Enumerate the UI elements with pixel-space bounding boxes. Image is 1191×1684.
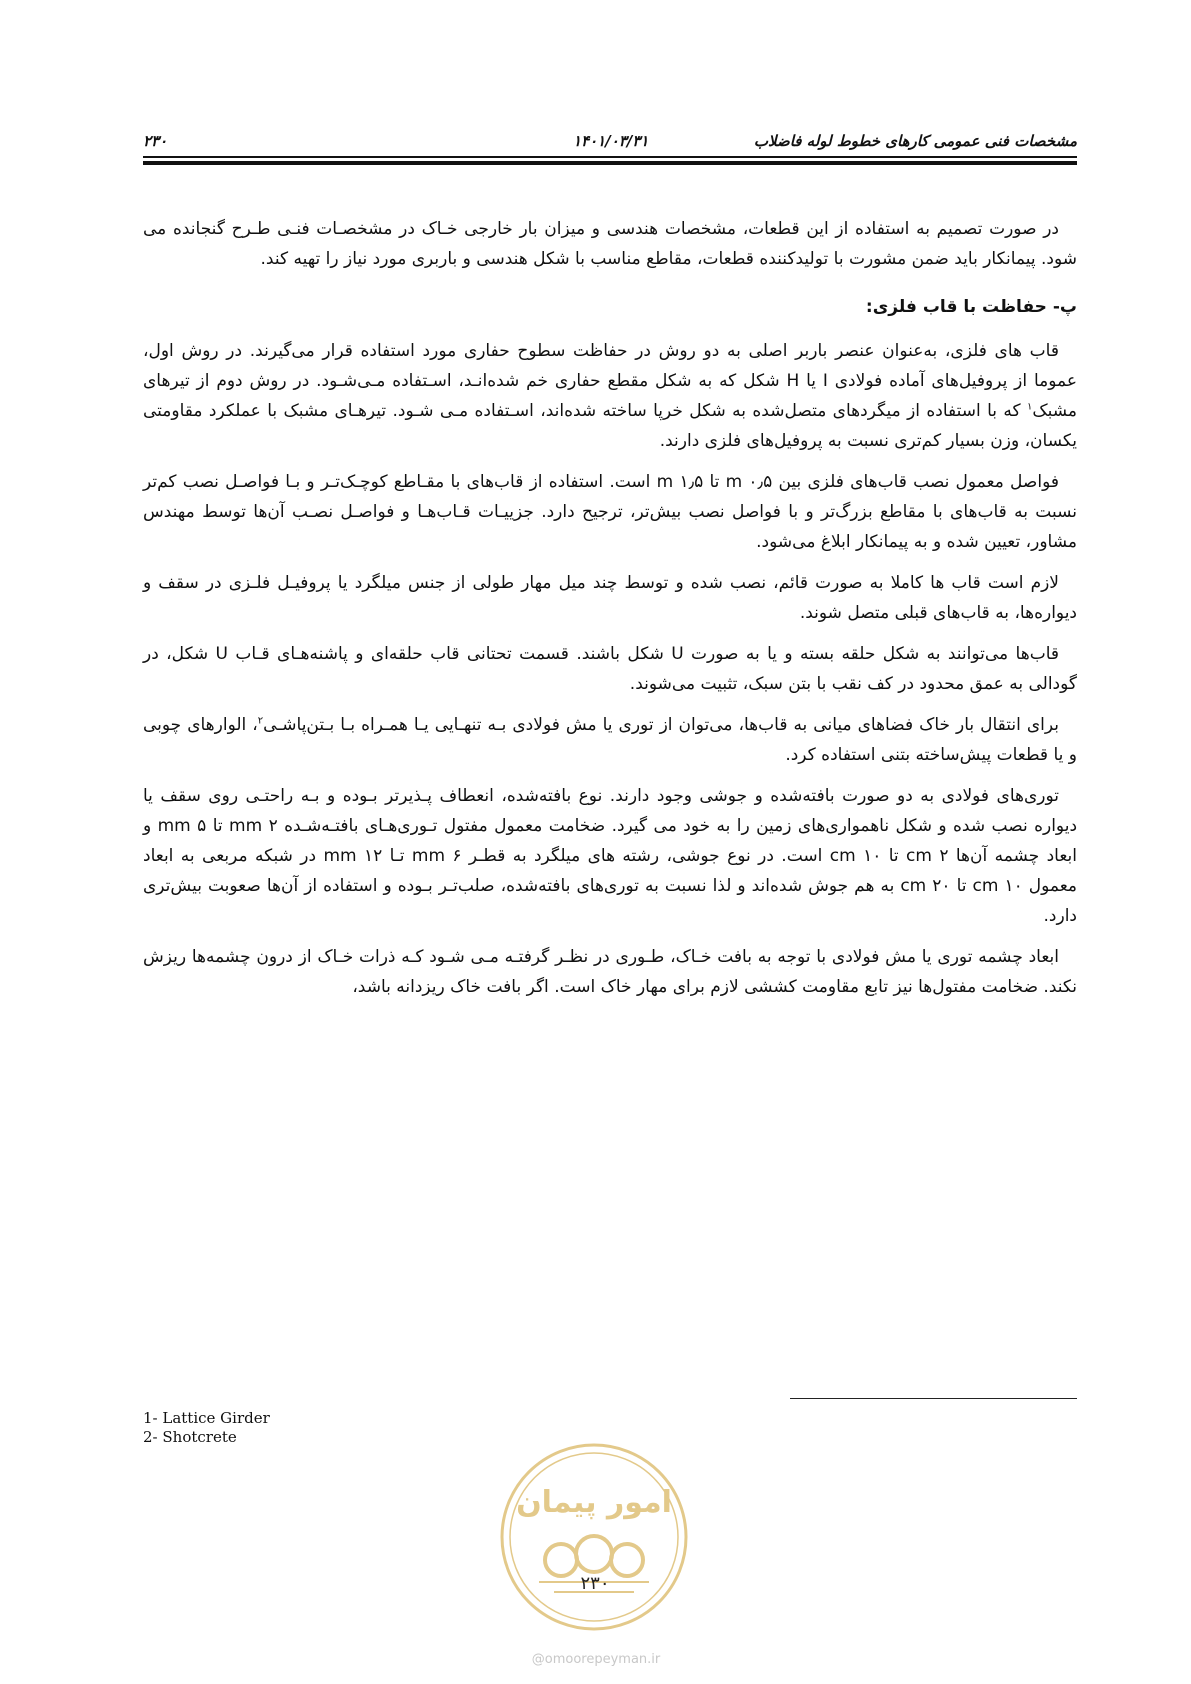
paragraph-1-text: قاب های فلزی، به‌عنوان عنصر باربر اصلی به دو روش در حفاظت سطوح حفاری مورد استفاده قرار می‌گیرند. در روش اول، عموما از پروفیل‌های آماده فولادی I یا H شکل که به شکل مقطع حفاری خم شده‌انـد، اسـتفاده مـی‌شـود. در روش دوم از تیرهای مشبک (143, 341, 1077, 421)
header-rule-thin (143, 156, 1077, 158)
footnote-separator (790, 1398, 1077, 1399)
paragraph-4: قاب‌ها می‌توانند به شکل حلقه بسته و یا به صورت U شکل باشند. قسمت تحتانی قاب حلقه‌ای و پاشنه‌هـای قـاب U شکل، در گودالی به عمق محدود در کف نقب با بتن سبک، تثبیت می‌شوند. (143, 644, 1077, 694)
paragraph-1-rest: که با استفاده از میگردهای متصل‌شده به شکل خرپا ساخته شده‌اند، اسـتفاده مـی شـود. تیرهـای مشبک با عملکرد مقاومتی یکسان، وزن بسیار کم‌تری نسبت به پروفیل‌های فلزی دارند. (143, 401, 1077, 451)
footnote-1: 1- Lattice Girder (143, 1409, 270, 1427)
header-title: مشخصات فنی عمومی کارهای خطوط لوله فاضلاب (753, 132, 1077, 150)
paragraph-5-rest: ، الوارهای چوبی و یا قطعات پیش‌ساخته بتنی استفاده کرد. (143, 715, 1077, 765)
page-header (143, 126, 1077, 150)
header-date: ۱۴۰۱/۰۳/۳۱ (573, 132, 649, 150)
watermark-seal-logo (499, 1442, 689, 1632)
footnotes (143, 1409, 270, 1447)
header-rule-thick (143, 161, 1077, 165)
watermark-url: @omoorepeyman.ir (531, 1652, 661, 1667)
paragraph-3: لازم است قاب ها کاملا به صورت قائم، نصب شده و توسط چند میل مهار طولی از جنس میلگرد یا پروفیـل فلـزی در سقف و دیواره‌ها، به قاب‌های قبلی متصل شوند. (143, 573, 1077, 623)
paragraph-5-text: برای انتقال بار خاک فضاهای میانی به قاب‌ها، می‌توان از توری یا مش فولادی بـه تنهـایی یـا همـراه بـا بـتن‌پاشـی (263, 715, 1059, 735)
paragraph-7: ابعاد چشمه توری یا مش فولادی با توجه به بافت خـاک، طـوری در نظـر گرفتـه مـی شـود کـه ذرات خـاک از درون چشمه‌ها ریزش نکند. ضخامت مفتول‌ها نیز تابع مقاومت کششی لازم برای مهار خاک است. اگر بافت خاک ریزدانه باشد، (143, 947, 1077, 997)
intro-paragraph: در صورت تصمیم به استفاده از این قطعات، مشخصات هندسی و میزان بار خارجی خـاک در مشخصـات فنـی طـرح گنجانده می شود. پیمانکار باید ضمن مشورت با تولیدکننده قطعات، مقاطع مناسب با شکل هندسی و باربری مورد نیاز را تهیه کند. (143, 219, 1077, 269)
paragraph-1 (143, 336, 1077, 456)
paragraph-5 (143, 710, 1077, 770)
footnote-ref-1: ۱ (1027, 401, 1033, 413)
paragraph-2: فواصل معمول نصب قاب‌های فلزی بین ۰٫۵ m تا ۱٫۵ m است. استفاده از قاب‌های با مقـاطع کوچـک‌تـر و بـا فواصـل نصب کم‌تر نسبت به قاب‌های با مقاطع بزرگ‌تر و با فواصل نصب بیش‌تر، ترجیح دارد. جزییـات قـاب‌هـا و فواصـل نصـب آن‌ها توسط مهندس مشاور، تعیین شده و به پیمانکار ابلاغ می‌شود. (143, 472, 1077, 552)
header-page-number: ۲۳۰ (143, 132, 168, 150)
body-text (143, 214, 1077, 1002)
footnote-2: 2- Shotcrete (143, 1428, 237, 1446)
svg-text:امور پیمان: امور پیمان (516, 1485, 672, 1520)
footnote-ref-2: ۲ (257, 715, 264, 727)
paragraph-6: توری‌های فولادی به دو صورت بافته‌شده و جوشی وجود دارند. نوع بافته‌شده، انعطاف پـذیرتر بـوده و بـه راحتـی روی سقف یا دیواره نصب شده و شکل ناهمواری‌های زمین را به خود می گیرد. ضخامت معمول مفتول تـوری‌هـای بافتـه‌شـده ۲ mm تا ۵ mm و ابعاد چشمه آن‌ها ۲ cm تا ۱۰ cm است. در نوع جوشی، رشته های میلگرد به قطـر ۶ mm تـا ۱۲ mm در شبکه مربعی به ابعاد معمول ۱۰ cm تا ۲۰ cm به هم جوش شده‌اند و لذا نسبت به توری‌های بافته‌شده، صلب‌تـر بـوده و استفاده از آن‌ها صعوبت بیش‌تری دارد. (143, 786, 1078, 926)
page-number: ۲۳۰ (580, 1573, 610, 1594)
section-heading: پ- حفاظت با قاب فلزی: (865, 297, 1077, 317)
